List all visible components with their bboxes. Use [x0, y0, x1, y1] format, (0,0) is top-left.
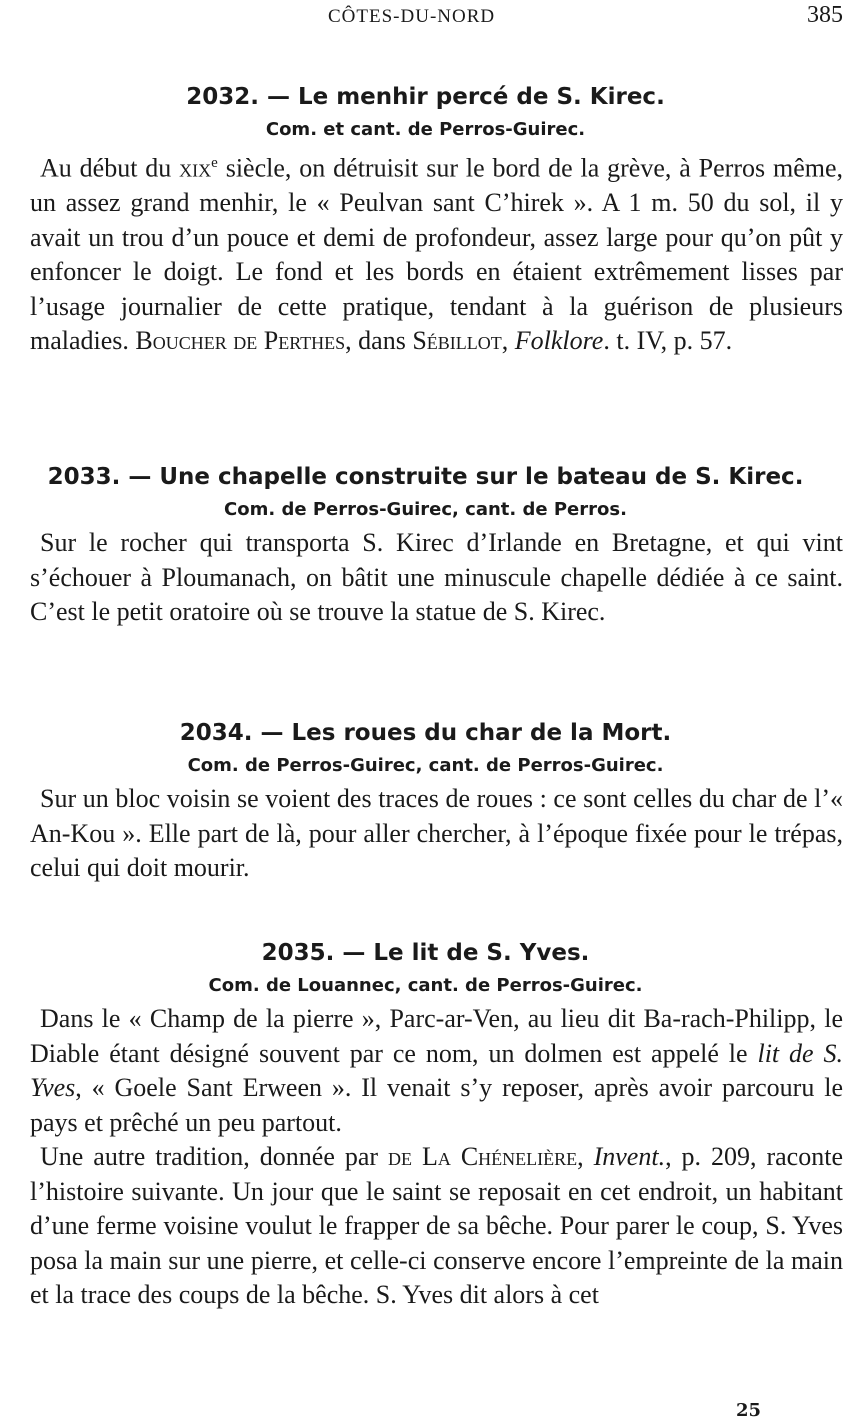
entry-location: Com. de Perros-Guirec, cant. de Perros-Guirec. [187, 755, 664, 776]
entry-text: Au début du xix$^e$ siècle, on détruisit sur le bord de la grève, à Perros même, un assez grand menhir, le « Peulvan sant C’hirek ». A 1 m. 50 du sol, il y avait un trou d’un pouce et demi de profondeur, assez large pour qu’on pût y enfoncer le doigt. Le fond et les bords en étaient extrêmement lisses par l’usage journalier de cette pratique, tendant à la guérison de plusieurs maladies. Boucher de Perthes, dans Sébillot, Folklore. t. IV, p. 57. [30, 153, 843, 356]
entry-2035 [0, 936, 851, 1313]
entry-text: Sur le rocher qui transporta S. Kirec d’Irlande en Bretagne, et qui vint s’échouer à Ploumanach, on bâtit une minuscule chapelle dédiée à ce saint. C’est le petit oratoire où se trouve la statue de S. Kirec. [30, 528, 843, 626]
entry-2032 [0, 80, 851, 359]
entry-text: Sur un bloc voisin se voient des traces de roues : ce sont celles du char de l’« An-Kou ». Elle part de là, pour aller chercher, à l’époque fixée pour le trépas, celui qui doit mourir. [30, 784, 843, 882]
entry-2034 [0, 716, 851, 886]
entry-text: Dans le « Champ de la pierre », Parc-ar-Ven, au lieu dit Ba-rach-Philipp, le Diable étant désigné souvent par ce nom, un dolmen est appelé le lit de S. Yves, « Goele Sant Erween ». Il venait s’y reposer, après avoir parcouru le pays et prêché un peu partout. [30, 1004, 843, 1137]
entry-2033 [0, 460, 851, 630]
entry-title: 2034. — Les roues du char de la Mort. [179, 720, 672, 746]
entry-text: Une autre tradition, donnée par de La Chénelière, Invent., p. 209, raconte l’histoire suivante. Un jour que le saint se reposait en cet endroit, un habitant d’une ferme voisine voulut le frapper de sa bêche. Pour parer le coup, S. Yves posa la main sur une pierre, et celle-ci conserve encore l’empreinte de la main et la trace des coups de la bêche. S. Yves dit alors à cet [30, 1142, 843, 1309]
entry-title: 2033. — Une chapelle construite sur le bateau de S. Kirec. [47, 464, 804, 490]
author-name: Sébillot [412, 326, 502, 356]
entry-location: Com. et cant. de Perros-Guirec. [265, 119, 586, 140]
author-name: de La Chénelière [388, 1142, 578, 1171]
work-title: Invent. [593, 1142, 666, 1171]
work-title: Folklore [514, 326, 604, 356]
entry-location: Com. de Perros-Guirec, cant. de Perros. [224, 499, 627, 520]
running-head [0, 2, 851, 30]
running-title: CÔTES-DU-NORD [328, 6, 496, 27]
entry-location: Com. de Louannec, cant. de Perros-Guirec. [208, 975, 643, 996]
signature-mark: 25 [736, 1400, 762, 1421]
author-name: Boucher de Perthes [135, 326, 346, 356]
entry-title: 2035. — Le lit de S. Yves. [261, 940, 590, 966]
page-number: 385 [807, 2, 843, 28]
entry-title: 2032. — Le menhir percé de S. Kirec. [186, 84, 665, 110]
